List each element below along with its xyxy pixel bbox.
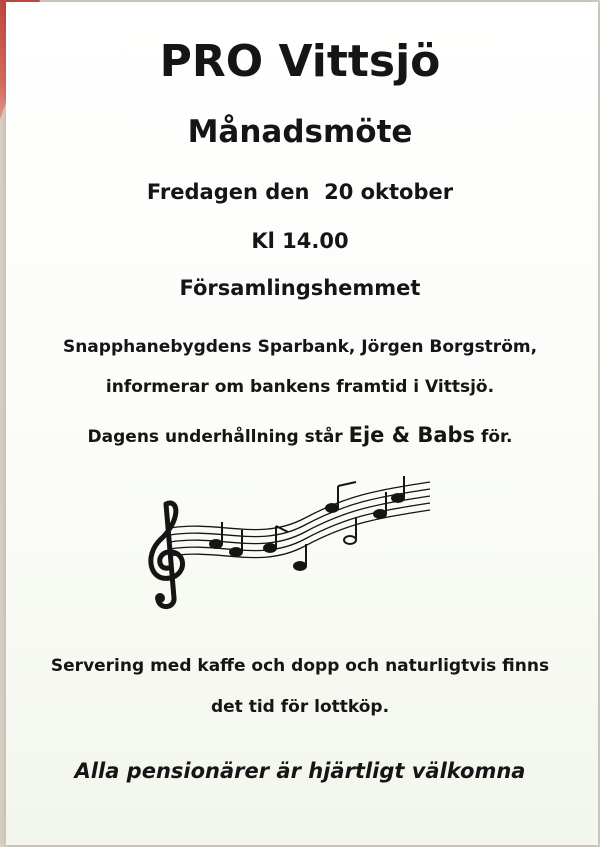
serving-line-2: det tid för lottköp.: [210, 697, 390, 717]
poster-subtitle: Månadsmöte: [187, 114, 413, 150]
event-time: Kl 14.00: [251, 229, 349, 253]
music-staff: [170, 482, 430, 558]
music-notes: [210, 476, 404, 570]
speaker-line: Snapphanebygdens Sparbank, Jörgen Borgström,: [62, 337, 538, 357]
entertainment-prefix: Dagens underhållning står: [87, 427, 349, 447]
entertainment-line: [0, 423, 600, 447]
poster-title: PRO Vittsjö: [159, 36, 441, 87]
info-line: informerar om bankens framtid i Vittsjö.: [105, 377, 495, 397]
event-place: Församlingshemmet: [179, 276, 421, 300]
treble-clef: [151, 503, 183, 607]
entertainment-performers: Eje & Babs: [348, 423, 476, 447]
event-date: Fredagen den 20 oktober: [146, 180, 454, 204]
entertainment-suffix: för.: [475, 427, 513, 447]
music-notes-icon: [130, 470, 450, 610]
serving-line-1: Servering med kaffe och dopp och naturligtvis finns: [50, 656, 550, 676]
welcome-line: Alla pensionärer är hjärtligt välkomna: [74, 759, 526, 783]
